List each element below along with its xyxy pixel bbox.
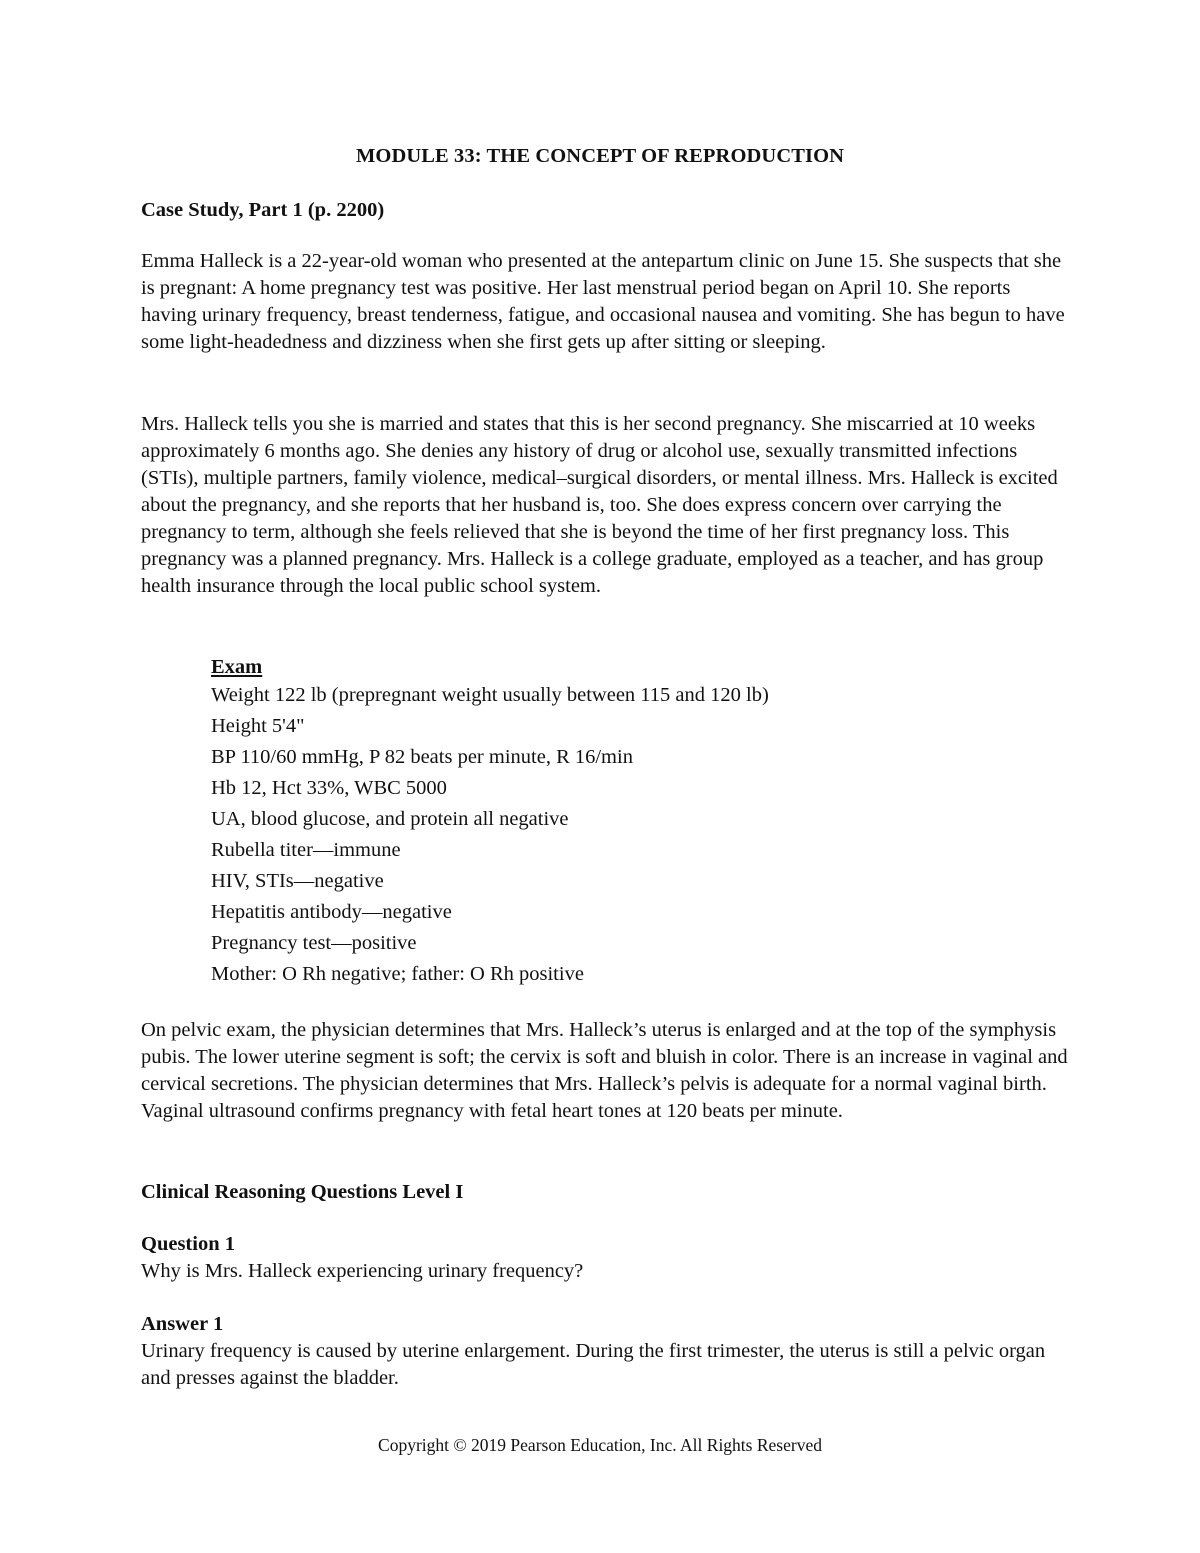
exam-item-vitals: BP 110/60 mmHg, P 82 beats per minute, R 16/min (211, 746, 633, 768)
question-1-text: Why is Mrs. Halleck experiencing urinary frequency? (141, 1260, 584, 1282)
answer-1-text: Urinary frequency is caused by uterine enlargement. During the first trimester, the uterus is still a pelvic organ and presses against the bladder. (141, 1340, 1046, 1389)
clinical-questions-heading: Clinical Reasoning Questions Level I (141, 1181, 464, 1203)
exam-item-blood-count: Hb 12, Hct 33%, WBC 5000 (211, 777, 447, 799)
exam-heading: Exam (211, 656, 263, 678)
exam-item-rubella: Rubella titer—immune (211, 839, 401, 861)
exam-item-hiv-sti: HIV, STIs—negative (211, 870, 384, 892)
answer-1-heading: Answer 1 (141, 1313, 224, 1335)
page-title: MODULE 33: THE CONCEPT OF REPRODUCTION (355, 145, 845, 167)
exam-item-weight: Weight 122 lb (prepregnant weight usually between 115 and 120 lb) (211, 684, 769, 706)
case-paragraph-2: Mrs. Halleck tells you she is married and states that this is her second pregnancy. She miscarried at 10 weeks approximately 6 months ago. She denies any history of drug or alcohol use, sexually transmitted infections (STIs), multiple partners, family violence, medical–surgical disorders, or mental illness. Mrs. Halleck is excited about the pregnancy, and she reports that her husband is, too. She does express concern over carrying the pregnancy to term, although she feels relieved that she is beyond the time of her first pregnancy loss. This pregnancy was a planned pregnancy. Mrs. Halleck is a college graduate, employed as a teacher, and has group health insurance through the local public school system. (141, 413, 1058, 597)
exam-section (211, 654, 1071, 990)
exam-item-hepatitis: Hepatitis antibody—negative (211, 901, 452, 923)
exam-item-blood-type: Mother: O Rh negative; father: O Rh positive (211, 963, 584, 985)
pelvic-exam-paragraph: On pelvic exam, the physician determines that Mrs. Halleck’s uterus is enlarged and at the top of the symphysis pubis. The lower uterine segment is soft; the cervix is soft and bluish in color. There is an increase in vaginal and cervical secretions. The physician determines that Mrs. Halleck’s pelvis is adequate for a normal vaginal birth. Vaginal ultrasound confirms pregnancy with fetal heart tones at 120 beats per minute. (141, 1019, 1068, 1122)
case-paragraph-1: Emma Halleck is a 22-year-old woman who presented at the antepartum clinic on June 15. She suspects that she is pregnant: A home pregnancy test was positive. Her last menstrual period began on April 10. She reports having urinary frequency, breast tenderness, fatigue, and occasional nausea and vomiting. She has begun to have some light-headedness and dizziness when she first gets up after sitting or sleeping. (141, 250, 1065, 353)
copyright-footer: Copyright © 2019 Pearson Education, Inc. All Rights Reserved (378, 1435, 822, 1455)
exam-item-pregnancy-test: Pregnancy test—positive (211, 932, 417, 954)
exam-item-urinalysis: UA, blood glucose, and protein all negative (211, 808, 569, 830)
case-study-heading: Case Study, Part 1 (p. 2200) (141, 199, 385, 221)
exam-item-height: Height 5'4" (211, 715, 305, 737)
question-1-heading: Question 1 (141, 1233, 235, 1255)
